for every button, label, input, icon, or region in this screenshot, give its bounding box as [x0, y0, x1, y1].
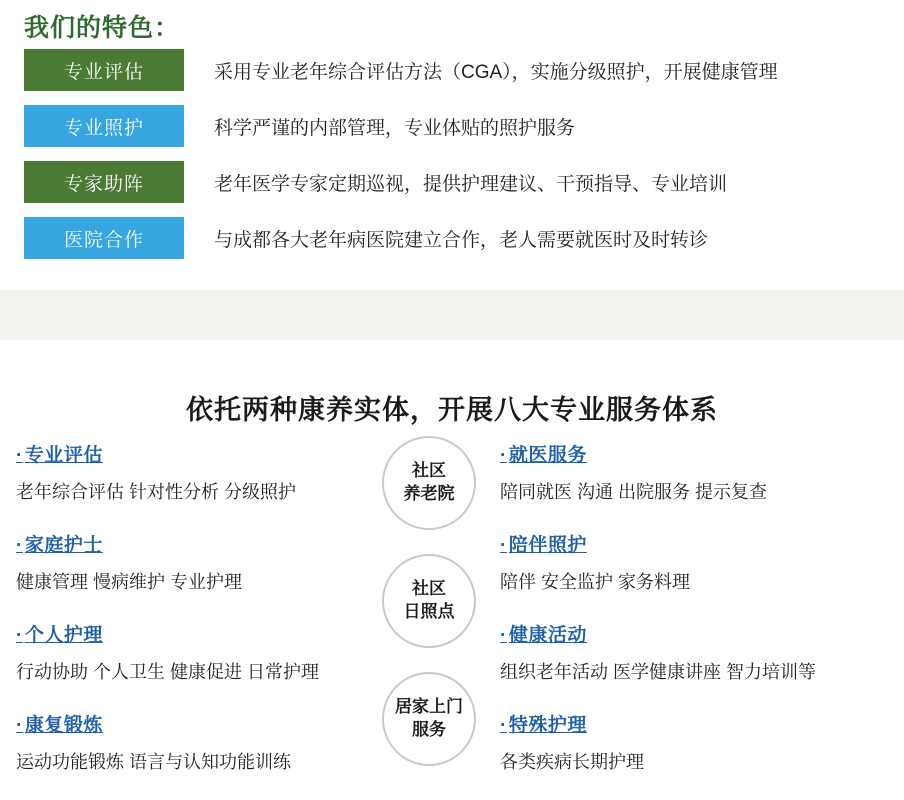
circle-line-2: 服务 — [412, 720, 446, 739]
center-circle-home-visit-service — [382, 672, 476, 766]
service-item — [500, 620, 830, 684]
service-description: 健康管理 慢病维护 专业护理 — [16, 572, 243, 592]
bullet-marker: · — [500, 445, 507, 466]
bullet-marker: · — [500, 715, 507, 736]
service-heading — [500, 530, 830, 557]
feature-row — [24, 216, 884, 260]
service-heading — [500, 620, 830, 647]
service-heading-label: 特殊护理 — [508, 715, 587, 736]
feature-row — [24, 160, 884, 204]
service-heading — [16, 620, 346, 647]
service-item — [16, 440, 346, 504]
bullet-marker: · — [16, 445, 23, 466]
feature-tag: 专业评估 — [24, 49, 184, 91]
feature-text: 采用专业老年综合评估方法（CGA），实施分级照护，开展健康管理 — [214, 61, 778, 83]
service-heading-label: 康复锻炼 — [24, 715, 103, 736]
service-heading-label: 就医服务 — [508, 445, 587, 466]
feature-row — [24, 48, 884, 92]
bullet-marker: · — [500, 535, 507, 556]
circle-line-2: 养老院 — [403, 484, 455, 503]
services-section — [0, 358, 904, 782]
center-circle-community-nursing-home — [382, 436, 476, 530]
service-heading-label: 个人护理 — [24, 625, 103, 646]
service-description: 陪同就医 沟通 出院服务 提示复查 — [500, 482, 768, 502]
service-heading-label: 家庭护士 — [24, 535, 103, 556]
services-title: 依托两种康养实体，开展八大专业服务体系 — [186, 395, 718, 425]
service-item — [500, 530, 830, 594]
circle-line-1: 社区 — [412, 579, 446, 599]
features-section — [0, 0, 904, 290]
feature-text: 科学严谨的内部管理，专业体贴的照护服务 — [214, 117, 576, 139]
service-heading-label: 专业评估 — [24, 445, 103, 466]
service-item — [500, 710, 830, 774]
services-left-column — [16, 440, 346, 800]
service-item — [16, 620, 346, 684]
circle-line-1: 居家上门 — [395, 697, 463, 717]
service-heading — [16, 440, 346, 467]
service-heading — [500, 710, 830, 737]
service-description: 陪伴 安全监护 家务料理 — [500, 572, 691, 592]
bullet-marker: · — [500, 625, 507, 646]
service-heading — [500, 440, 830, 467]
feature-tag: 医院合作 — [24, 217, 184, 259]
service-heading-label: 健康活动 — [508, 625, 587, 646]
features-title: 我们的特色： — [24, 14, 181, 42]
feature-text: 与成都各大老年病医院建立合作，老人需要就医时及时转诊 — [214, 229, 709, 251]
bullet-marker: · — [16, 625, 23, 646]
feature-tag: 专业照护 — [24, 105, 184, 147]
center-circle-community-day-care — [382, 554, 476, 648]
service-heading — [16, 710, 346, 737]
service-description: 各类疾病长期护理 — [500, 752, 644, 772]
section-divider-band-lower — [0, 340, 904, 358]
service-item — [500, 440, 830, 504]
bullet-marker: · — [16, 715, 23, 736]
bullet-marker: · — [16, 535, 23, 556]
service-item — [16, 710, 346, 774]
service-item — [16, 530, 346, 594]
services-right-column — [500, 440, 830, 800]
feature-row — [24, 104, 884, 148]
service-heading-label: 陪伴照护 — [508, 535, 587, 556]
service-heading — [16, 530, 346, 557]
circle-line-1: 社区 — [412, 461, 446, 481]
circle-line-2: 日照点 — [403, 602, 455, 621]
feature-text: 老年医学专家定期巡视，提供护理建议、干预指导、专业培训 — [214, 173, 728, 195]
service-description: 行动协助 个人卫生 健康促进 日常护理 — [16, 662, 320, 682]
service-description: 运动功能锻炼 语言与认知功能训练 — [16, 752, 291, 772]
feature-tag: 专家助阵 — [24, 161, 184, 203]
service-description: 老年综合评估 针对性分析 分级照护 — [16, 482, 297, 502]
service-description: 组织老年活动 医学健康讲座 智力培训等 — [500, 662, 817, 682]
